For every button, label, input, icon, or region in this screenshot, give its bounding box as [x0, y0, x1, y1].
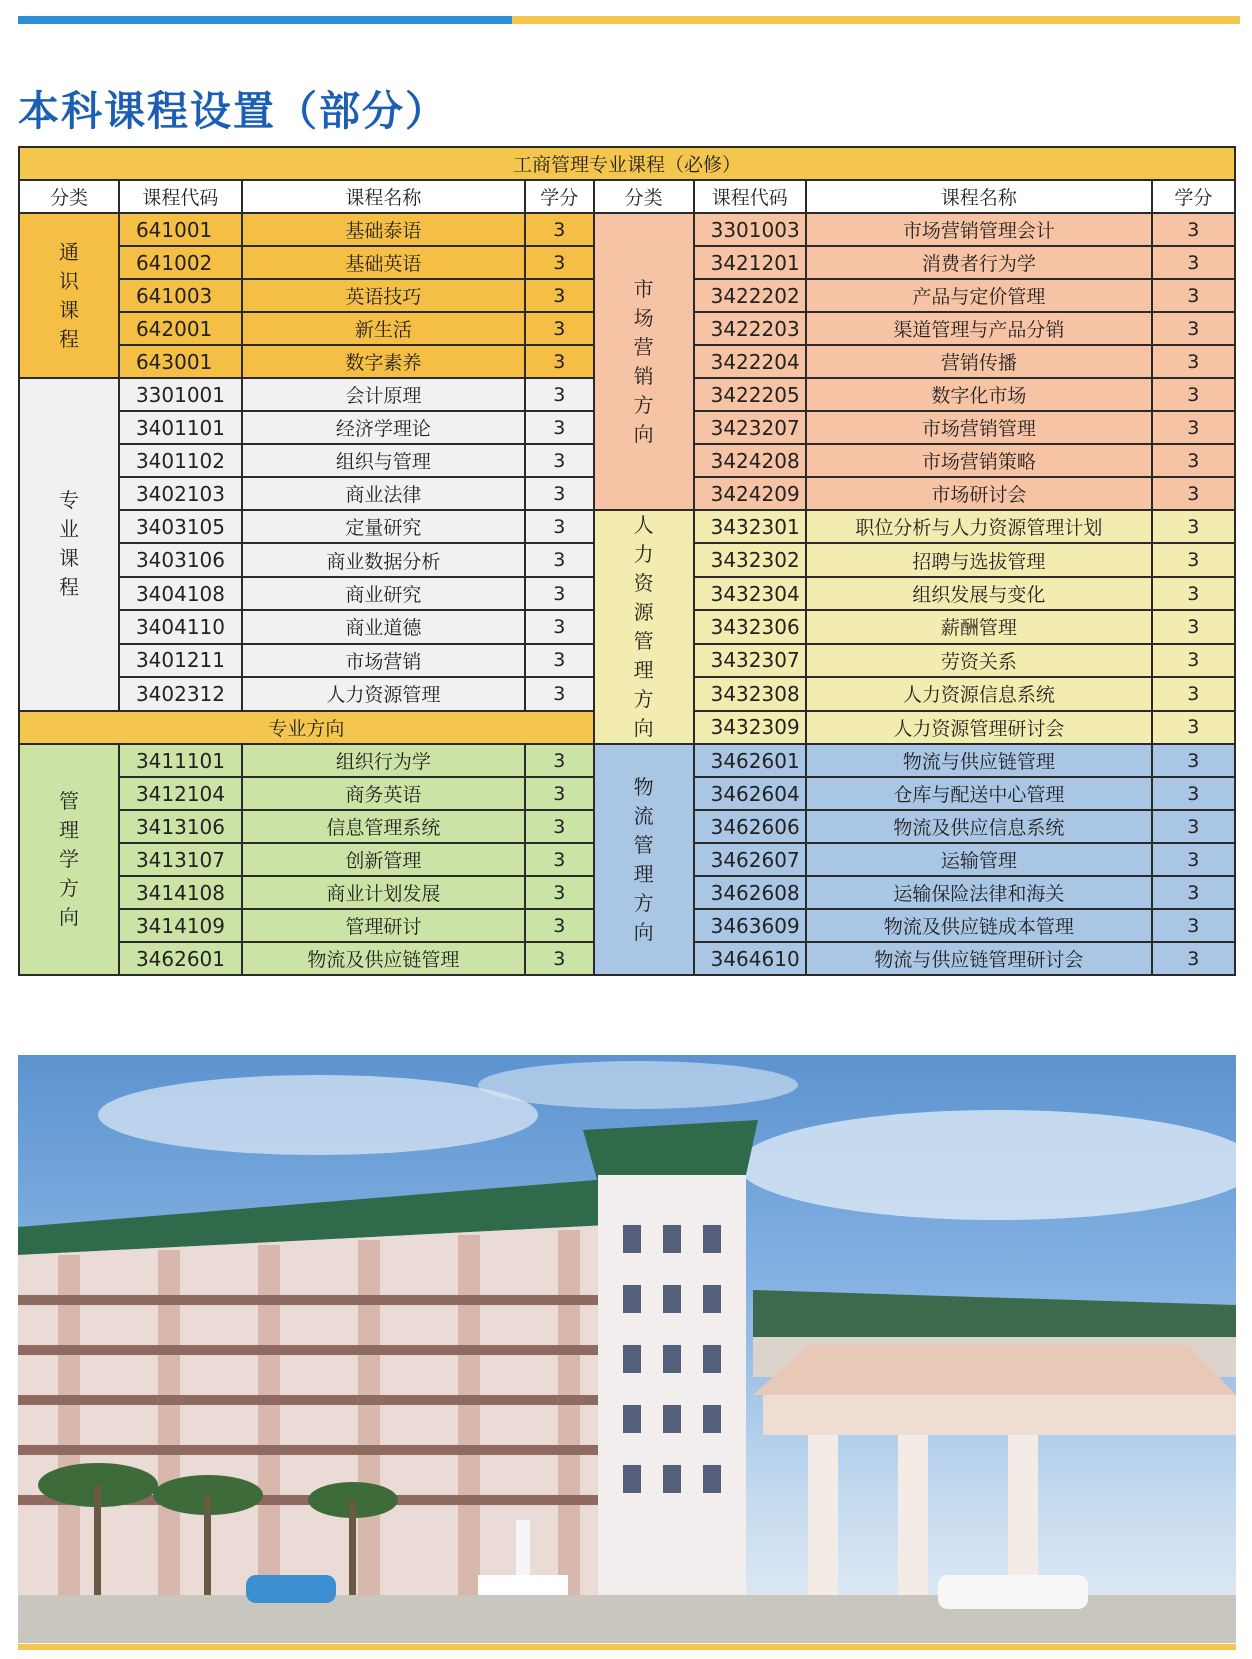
table-row	[19, 510, 1235, 543]
category-label: 管理学方向	[58, 789, 79, 929]
course-table	[18, 146, 1236, 976]
course-name: 新生活	[242, 312, 525, 345]
course-name: 市场营销策略	[806, 444, 1152, 477]
course-code: 3404108	[119, 577, 242, 610]
category-major	[19, 378, 119, 711]
course-credit: 3	[525, 213, 594, 246]
course-credit: 3	[1152, 345, 1235, 378]
course-credit: 3	[1152, 942, 1235, 975]
course-name: 人力资源信息系统	[806, 677, 1152, 710]
course-name: 产品与定价管理	[806, 279, 1152, 312]
course-credit: 3	[525, 510, 594, 543]
course-name: 招聘与选拔管理	[806, 543, 1152, 576]
course-credit: 3	[525, 246, 594, 279]
course-code: 3432302	[694, 543, 806, 576]
course-name: 商业研究	[242, 577, 525, 610]
course-name: 组织与管理	[242, 444, 525, 477]
table-row	[19, 213, 1235, 246]
course-credit: 3	[1152, 843, 1235, 876]
category-hr	[594, 510, 694, 744]
course-credit: 3	[525, 909, 594, 942]
course-credit: 3	[525, 477, 594, 510]
course-name: 仓库与配送中心管理	[806, 777, 1152, 810]
course-name: 基础泰语	[242, 213, 525, 246]
course-name: 经济学理论	[242, 411, 525, 444]
course-name: 薪酬管理	[806, 610, 1152, 643]
column-header: 课程代码	[119, 180, 242, 213]
course-name: 运输保险法律和海关	[806, 876, 1152, 909]
course-code: 3462607	[694, 843, 806, 876]
category-general	[19, 213, 119, 378]
course-credit: 3	[525, 644, 594, 677]
page-title: 本科课程设置（部分）	[18, 87, 448, 135]
column-header: 课程名称	[806, 180, 1152, 213]
course-name: 组织行为学	[242, 744, 525, 777]
course-name: 组织发展与变化	[806, 577, 1152, 610]
course-name: 物流及供应链成本管理	[806, 909, 1152, 942]
course-code: 3411101	[119, 744, 242, 777]
course-credit: 3	[1152, 246, 1235, 279]
course-credit: 3	[525, 279, 594, 312]
category-label: 人力资源管理方向	[633, 513, 654, 740]
course-name: 市场研讨会	[806, 477, 1152, 510]
category-label: 物流管理方向	[633, 774, 654, 944]
top-accent-bar	[18, 16, 1240, 24]
course-name: 消费者行为学	[806, 246, 1152, 279]
course-credit: 3	[525, 677, 594, 710]
category-logistics	[594, 744, 694, 975]
course-credit: 3	[1152, 213, 1235, 246]
course-code: 3463609	[694, 909, 806, 942]
course-name: 物流及供应信息系统	[806, 810, 1152, 843]
course-credit: 3	[1152, 279, 1235, 312]
course-name: 商业计划发展	[242, 876, 525, 909]
course-credit: 3	[525, 411, 594, 444]
course-code: 3402312	[119, 677, 242, 710]
column-header: 分类	[19, 180, 119, 213]
course-name: 管理研讨	[242, 909, 525, 942]
course-code: 3401101	[119, 411, 242, 444]
course-name: 职位分析与人力资源管理计划	[806, 510, 1152, 543]
course-code: 3462601	[694, 744, 806, 777]
course-name: 运输管理	[806, 843, 1152, 876]
course-name: 营销传播	[806, 345, 1152, 378]
course-credit: 3	[525, 378, 594, 411]
top-accent-yellow	[512, 16, 1240, 24]
table-row	[19, 744, 1235, 777]
course-name: 商务英语	[242, 777, 525, 810]
course-name: 市场营销管理会计	[806, 213, 1152, 246]
course-code: 643001	[119, 345, 242, 378]
course-name: 人力资源管理研讨会	[806, 711, 1152, 744]
course-code: 3413106	[119, 810, 242, 843]
course-code: 3402103	[119, 477, 242, 510]
course-code: 3414108	[119, 876, 242, 909]
course-code: 3424209	[694, 477, 806, 510]
course-code: 3464610	[694, 942, 806, 975]
course-credit: 3	[1152, 909, 1235, 942]
course-code: 3413107	[119, 843, 242, 876]
course-code: 641002	[119, 246, 242, 279]
course-code: 3404110	[119, 610, 242, 643]
course-credit: 3	[525, 345, 594, 378]
course-name: 信息管理系统	[242, 810, 525, 843]
sub-band-label: 专业方向	[19, 711, 594, 744]
course-credit: 3	[1152, 711, 1235, 744]
course-name: 商业数据分析	[242, 543, 525, 576]
course-code: 3301001	[119, 378, 242, 411]
course-credit: 3	[525, 942, 594, 975]
column-header: 学分	[1152, 180, 1235, 213]
course-code: 3462604	[694, 777, 806, 810]
course-name: 创新管理	[242, 843, 525, 876]
course-name: 物流与供应链管理	[806, 744, 1152, 777]
course-name: 数字化市场	[806, 378, 1152, 411]
course-code: 3462608	[694, 876, 806, 909]
category-marketing	[594, 213, 694, 510]
course-name: 商业道德	[242, 610, 525, 643]
course-name: 物流与供应链管理研讨会	[806, 942, 1152, 975]
bottom-accent-bar	[18, 1644, 1236, 1650]
course-credit: 3	[1152, 444, 1235, 477]
course-code: 3462601	[119, 942, 242, 975]
course-name: 人力资源管理	[242, 677, 525, 710]
course-credit: 3	[525, 876, 594, 909]
course-credit: 3	[525, 610, 594, 643]
course-code: 3432304	[694, 577, 806, 610]
course-credit: 3	[1152, 477, 1235, 510]
course-code: 3424208	[694, 444, 806, 477]
column-header: 学分	[525, 180, 594, 213]
course-credit: 3	[1152, 810, 1235, 843]
course-code: 3421201	[694, 246, 806, 279]
course-code: 3422203	[694, 312, 806, 345]
course-code: 641001	[119, 213, 242, 246]
column-header: 课程代码	[694, 180, 806, 213]
campus-building-photo	[18, 1055, 1236, 1643]
table-caption-row	[19, 147, 1235, 180]
course-credit: 3	[525, 577, 594, 610]
course-credit: 3	[1152, 610, 1235, 643]
course-name: 物流及供应链管理	[242, 942, 525, 975]
course-code: 3432306	[694, 610, 806, 643]
course-code: 3432307	[694, 644, 806, 677]
course-name: 定量研究	[242, 510, 525, 543]
table-header-row	[19, 180, 1235, 213]
course-credit: 3	[1152, 777, 1235, 810]
course-code: 3432309	[694, 711, 806, 744]
course-code: 3432308	[694, 677, 806, 710]
campus-building-illustration	[18, 1055, 1236, 1643]
course-credit: 3	[1152, 378, 1235, 411]
column-header: 课程名称	[242, 180, 525, 213]
course-credit: 3	[525, 777, 594, 810]
course-credit: 3	[1152, 744, 1235, 777]
course-code: 641003	[119, 279, 242, 312]
table-caption: 工商管理专业课程（必修）	[19, 147, 1235, 180]
course-code: 3414109	[119, 909, 242, 942]
top-accent-blue	[18, 16, 512, 24]
course-name: 市场营销	[242, 644, 525, 677]
course-code: 3422204	[694, 345, 806, 378]
course-credit: 3	[525, 744, 594, 777]
course-credit: 3	[1152, 411, 1235, 444]
course-credit: 3	[1152, 510, 1235, 543]
column-header: 分类	[594, 180, 694, 213]
course-credit: 3	[1152, 644, 1235, 677]
course-credit: 3	[525, 543, 594, 576]
course-credit: 3	[525, 843, 594, 876]
course-name: 劳资关系	[806, 644, 1152, 677]
course-code: 3401211	[119, 644, 242, 677]
course-code: 3403106	[119, 543, 242, 576]
category-label: 通识课程	[58, 239, 79, 351]
course-code: 3422205	[694, 378, 806, 411]
course-credit: 3	[1152, 876, 1235, 909]
course-credit: 3	[1152, 577, 1235, 610]
course-name: 商业法律	[242, 477, 525, 510]
course-code: 3412104	[119, 777, 242, 810]
category-label: 市场营销方向	[633, 276, 654, 446]
course-credit: 3	[1152, 543, 1235, 576]
course-credit: 3	[525, 444, 594, 477]
course-name: 会计原理	[242, 378, 525, 411]
course-code: 3423207	[694, 411, 806, 444]
course-code: 3403105	[119, 510, 242, 543]
course-name: 市场营销管理	[806, 411, 1152, 444]
course-credit: 3	[1152, 312, 1235, 345]
course-code: 3462606	[694, 810, 806, 843]
course-name: 基础英语	[242, 246, 525, 279]
course-name: 渠道管理与产品分销	[806, 312, 1152, 345]
category-label: 专业课程	[58, 488, 79, 600]
course-code: 3301003	[694, 213, 806, 246]
course-code: 3422202	[694, 279, 806, 312]
category-management	[19, 744, 119, 975]
course-credit: 3	[525, 810, 594, 843]
course-code: 3432301	[694, 510, 806, 543]
course-code: 642001	[119, 312, 242, 345]
course-credit: 3	[525, 312, 594, 345]
course-name: 数字素养	[242, 345, 525, 378]
course-code: 3401102	[119, 444, 242, 477]
course-name: 英语技巧	[242, 279, 525, 312]
course-credit: 3	[1152, 677, 1235, 710]
